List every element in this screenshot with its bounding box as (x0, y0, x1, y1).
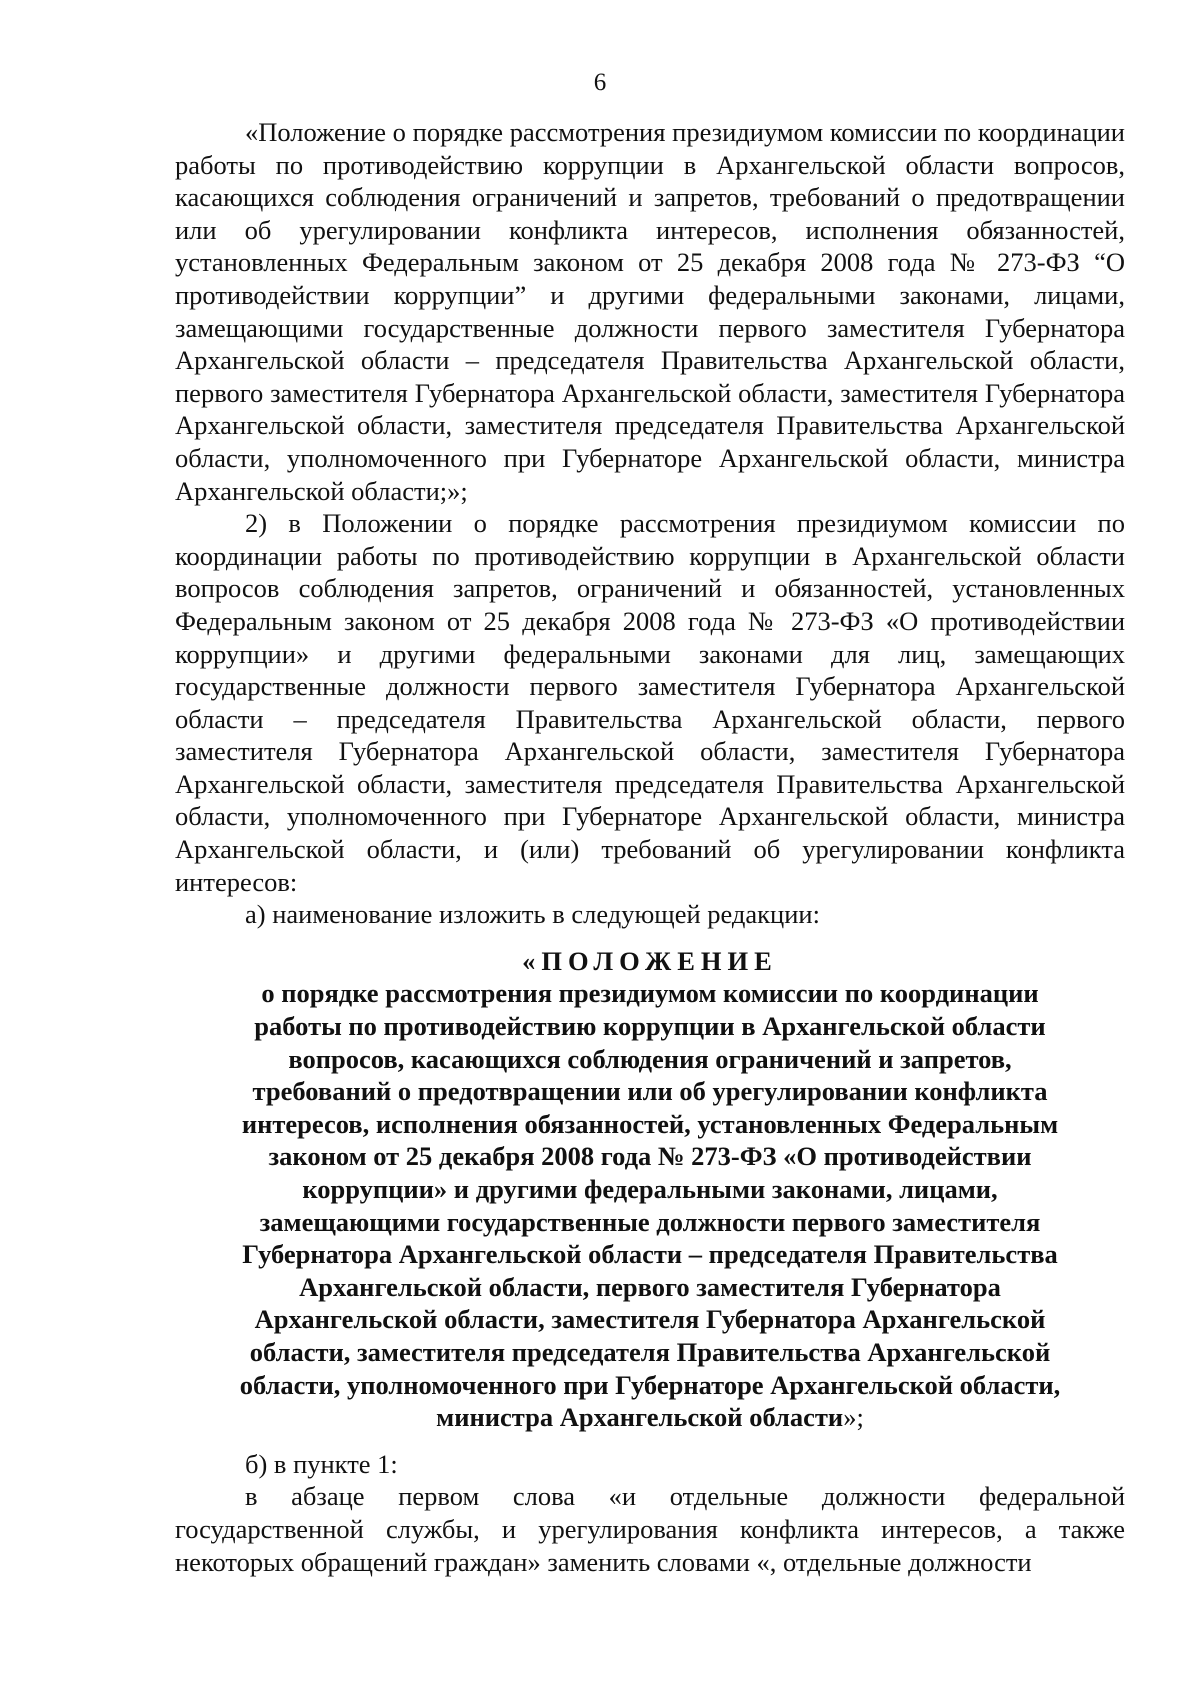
heading-line: работы по противодействию коррупции в Архангельской области (254, 1011, 1046, 1042)
heading-last-line-tail: »; (843, 1402, 864, 1433)
heading-line: замещающими государственные должности первого заместителя (259, 1206, 1041, 1237)
heading-last-line (175, 1401, 1125, 1434)
heading-line: коррупции» и другими федеральными законами, лицами, (302, 1174, 998, 1204)
heading-line: законом от 25 декабря 2008 года № 273-ФЗ «О противодействии (268, 1141, 1032, 1172)
heading-line: Губернатора Архангельской области – председателя Правительства (242, 1239, 1058, 1270)
heading-line: о порядке рассмотрения президиумом комиссии по координации (261, 978, 1039, 1009)
page-number: 6 (593, 69, 607, 96)
paragraph-item-2: 2) в Положении о порядке рассмотрения президиумом комиссии по координации работы по противодействию коррупции в Архангельской области вопросов соблюдения запретов, ограничений и обязанностей, установленных Федеральным законом от 25 декабря 2008 года № 273-ФЗ «О противодействии коррупции» и другими федеральными законами для лиц, замещающих государственные должности первого заместителя Губернатора Архангельской области – председателя Правительства Архангельской области, первого заместителя Губернатора Архангельской области, заместителя Губернатора Архангельской области, заместителя председателя Правительства Архангельской области, уполномоченного при Губернаторе Архангельской области, министра Архангельской области, и (или) требований об урегулировании конфликта интересов: (175, 508, 1125, 897)
heading-line: требований о предотвращении или об урегулировании конфликта (252, 1076, 1048, 1107)
heading-line: вопросов, касающихся соблюдения ограничений и запретов, (288, 1043, 1012, 1074)
paragraph-item-a: а) наименование изложить в следующей редакции: (245, 899, 820, 930)
heading-line: области, уполномоченного при Губернаторе Архангельской области, (239, 1369, 1061, 1400)
paragraph-position-title: «Положение о порядке рассмотрения президиумом комиссии по координации работы по противодействию коррупции в Архангельской области вопросов, касающихся соблюдения ограничений и запретов, требований о предотвращении или об урегулировании конфликта интересов, исполнения обязанностей, установленных Федеральным законом от 25 декабря 2008 года № 273-ФЗ “О противодействии коррупции” и другими федеральными законами, лицами, замещающими государственные должности первого заместителя Губернатора Архангельской области – председателя Правительства Архангельской области, первого заместителя Губернатора Архангельской области, заместителя Губернатора Архангельской области, заместителя председателя Правительства Архангельской области, уполномоченного при Губернаторе Архангельской области, министра Архангельской области;»; (175, 117, 1125, 506)
heading-last-line-bold: министра Архангельской области (436, 1402, 844, 1433)
document-body (175, 116, 1125, 1578)
heading-line: Архангельской области, первого заместителя Губернатора (299, 1271, 1001, 1302)
paragraph-item-b: б) в пункте 1: (245, 1448, 398, 1479)
section-spacer (175, 1434, 1125, 1448)
heading-line: Архангельской области, заместителя Губернатора Архангельской (254, 1304, 1046, 1335)
paragraph-amendment: в абзаце первом слова «и отдельные должности федеральной государственной службы, и урегулирования конфликта интересов, а также некоторых обращений граждан» заменить словами «, отдельные должности (175, 1481, 1125, 1577)
heading-title: «ПОЛОЖЕНИЕ (522, 945, 778, 976)
heading-line: области, заместителя председателя Правительства Архангельской (249, 1336, 1051, 1367)
heading-line: интересов, исполнения обязанностей, установленных Федеральным (241, 1108, 1059, 1139)
regulation-heading (175, 945, 1125, 1434)
